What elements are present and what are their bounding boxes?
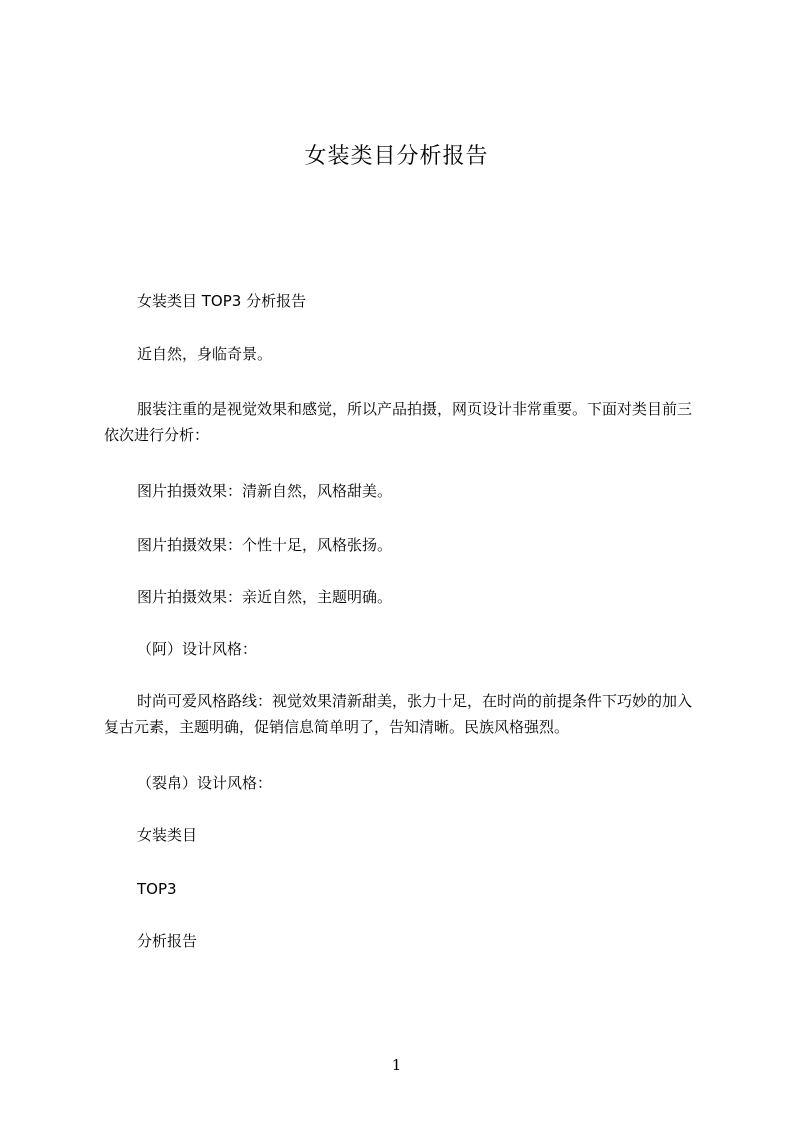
paragraph-overview: 服装注重的是视觉效果和感觉，所以产品拍摄，网页设计非常重要。下面对类目前三依次进行分析：	[104, 400, 693, 444]
paragraph-category: 女装类目	[137, 826, 198, 844]
paragraph-design-style-liebo: （裂帛）设计风格：	[137, 774, 273, 792]
paragraph-photo-effect-3: 图片拍摄效果：亲近自然，主题明确。	[137, 588, 393, 606]
paragraph-style-route: 时尚可爱风格路线：视觉效果清新甜美，张力十足，在时尚的前提条件下巧妙的加入复古元素，主题明确，促销信息简单明了，告知清晰。民族风格强烈。	[104, 692, 693, 736]
page-number: 1	[391, 1056, 402, 1074]
document-title: 女装类目分析报告	[304, 144, 489, 169]
paragraph-design-style-a: （阿）设计风格：	[137, 640, 258, 658]
paragraph-heading: 女装类目 TOP3 分析报告	[137, 292, 307, 310]
paragraph-intro: 近自然，身临奇景。	[137, 345, 273, 363]
paragraph-top3: TOP3	[137, 880, 177, 898]
paragraph-photo-effect-2: 图片拍摄效果：个性十足，风格张扬。	[137, 536, 393, 554]
paragraph-photo-effect-1: 图片拍摄效果：清新自然，风格甜美。	[137, 482, 393, 500]
paragraph-report: 分析报告	[137, 932, 198, 950]
